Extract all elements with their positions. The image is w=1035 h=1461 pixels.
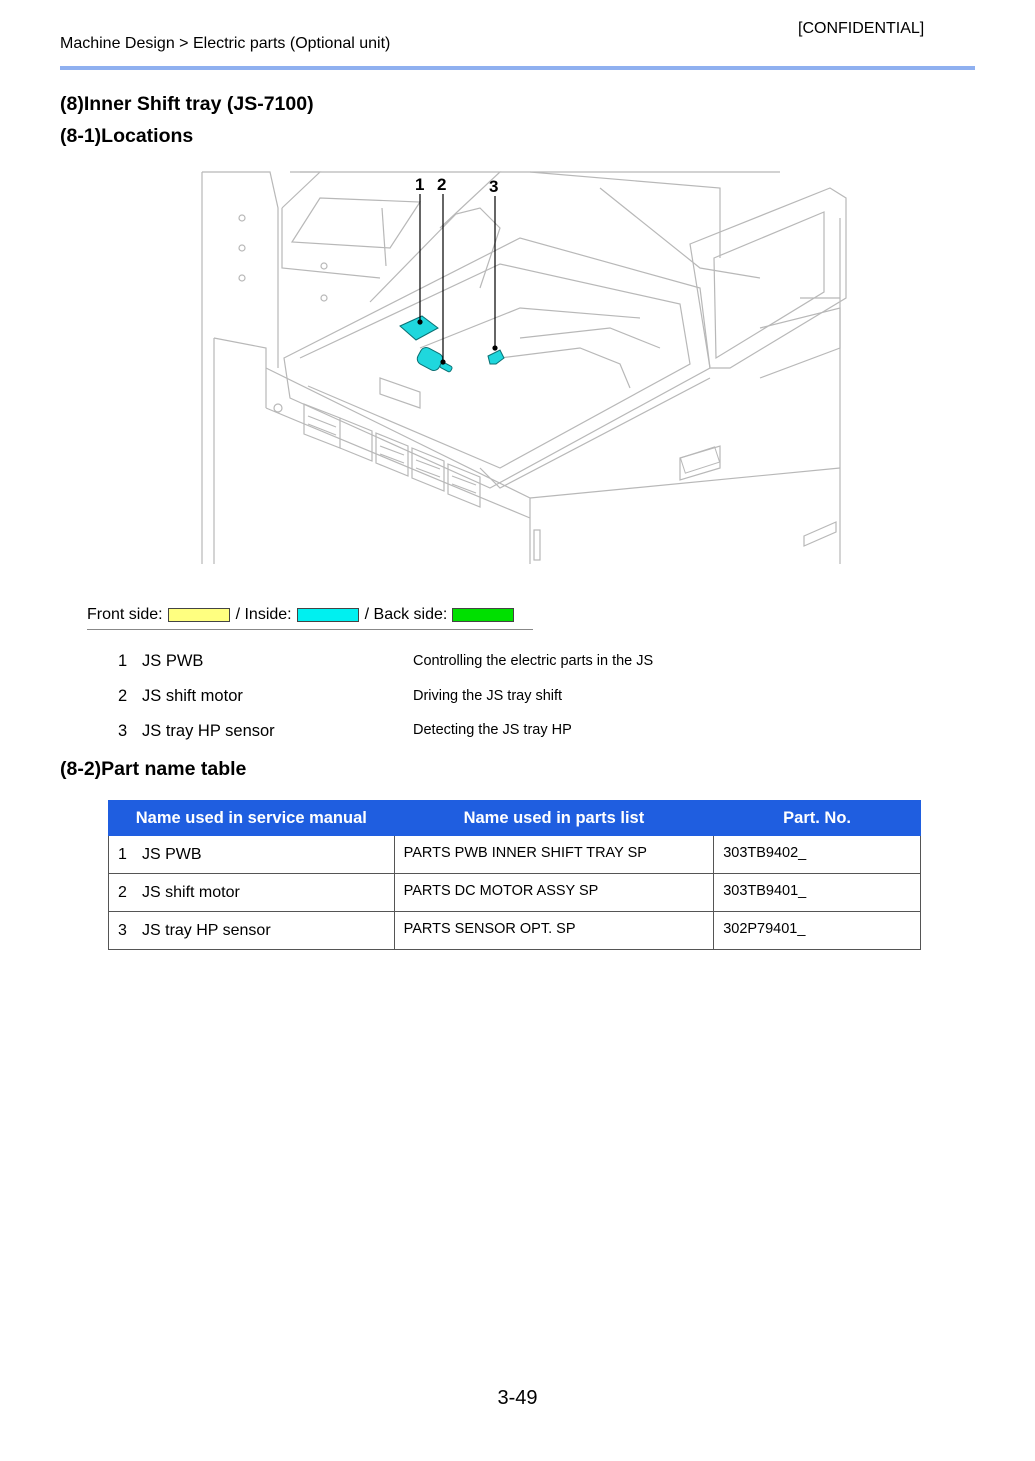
callout-3: 3 [489, 177, 499, 196]
color-legend [87, 606, 520, 624]
legend-front-label: Front side: [87, 606, 163, 623]
legend-inside-swatch [297, 608, 359, 622]
header-parts-list-name: Name used in parts list [394, 801, 714, 836]
row-number: 3 [118, 921, 127, 939]
cell-parts-name: PARTS DC MOTOR ASSY SP [394, 874, 714, 912]
js-tray-hp-sensor-part [488, 350, 504, 364]
location-number: 1 [118, 652, 128, 670]
cell-service-name [109, 912, 395, 950]
inner-shift-tray-illustration [200, 168, 850, 564]
confidential-label: [CONFIDENTIAL] [798, 20, 925, 37]
location-description: Driving the JS tray shift [413, 688, 563, 704]
callout-leaders [418, 194, 497, 364]
section-title: (8)Inner Shift tray (JS-7100) [60, 93, 314, 115]
table-header-row [109, 801, 921, 836]
header-service-manual-name: Name used in service manual [109, 801, 395, 836]
machine-outline [202, 172, 846, 564]
cell-parts-name: PARTS SENSOR OPT. SP [394, 912, 714, 950]
row-name: JS shift motor [142, 883, 240, 901]
header-part-number: Part. No. [714, 801, 921, 836]
callout-1: 1 [415, 175, 425, 194]
location-number: 3 [118, 722, 128, 740]
location-item [118, 687, 243, 706]
legend-inside-label: / Inside: [235, 606, 292, 623]
row-number: 2 [118, 883, 127, 901]
location-description: Controlling the electric parts in the JS [413, 653, 654, 669]
legend-rule [87, 629, 533, 630]
row-number: 1 [118, 845, 127, 863]
callout-2: 2 [437, 175, 447, 194]
cell-parts-name: PARTS PWB INNER SHIFT TRAY SP [394, 836, 714, 874]
cell-service-name [109, 874, 395, 912]
location-description: Detecting the JS tray HP [413, 722, 572, 738]
cell-service-name [109, 836, 395, 874]
location-name: JS shift motor [142, 687, 243, 705]
location-name: JS PWB [142, 652, 204, 670]
row-name: JS tray HP sensor [142, 921, 271, 939]
header-rule [60, 66, 975, 70]
cell-part-number: 302P79401_ [714, 912, 921, 950]
location-number: 2 [118, 687, 128, 705]
table-row [109, 874, 921, 912]
highlighted-parts [400, 316, 504, 373]
row-name: JS PWB [142, 845, 202, 863]
legend-back-swatch [452, 608, 514, 622]
breadcrumb: Machine Design > Electric parts (Optional unit) [60, 35, 391, 52]
table-row [109, 912, 921, 950]
part-name-table [108, 800, 921, 950]
table-row [109, 836, 921, 874]
cell-part-number: 303TB9402_ [714, 836, 921, 874]
location-name: JS tray HP sensor [142, 722, 275, 740]
table-title: (8-2)Part name table [60, 758, 247, 780]
page-number: 3-49 [497, 1387, 538, 1409]
location-item [118, 652, 203, 671]
legend-front-swatch [168, 608, 230, 622]
js-shift-motor-part [415, 345, 453, 372]
locations-title: (8-1)Locations [60, 125, 194, 147]
cell-part-number: 303TB9401_ [714, 874, 921, 912]
location-item [118, 722, 275, 741]
legend-back-label: / Back side: [364, 606, 448, 623]
brand-logo [680, 447, 719, 473]
